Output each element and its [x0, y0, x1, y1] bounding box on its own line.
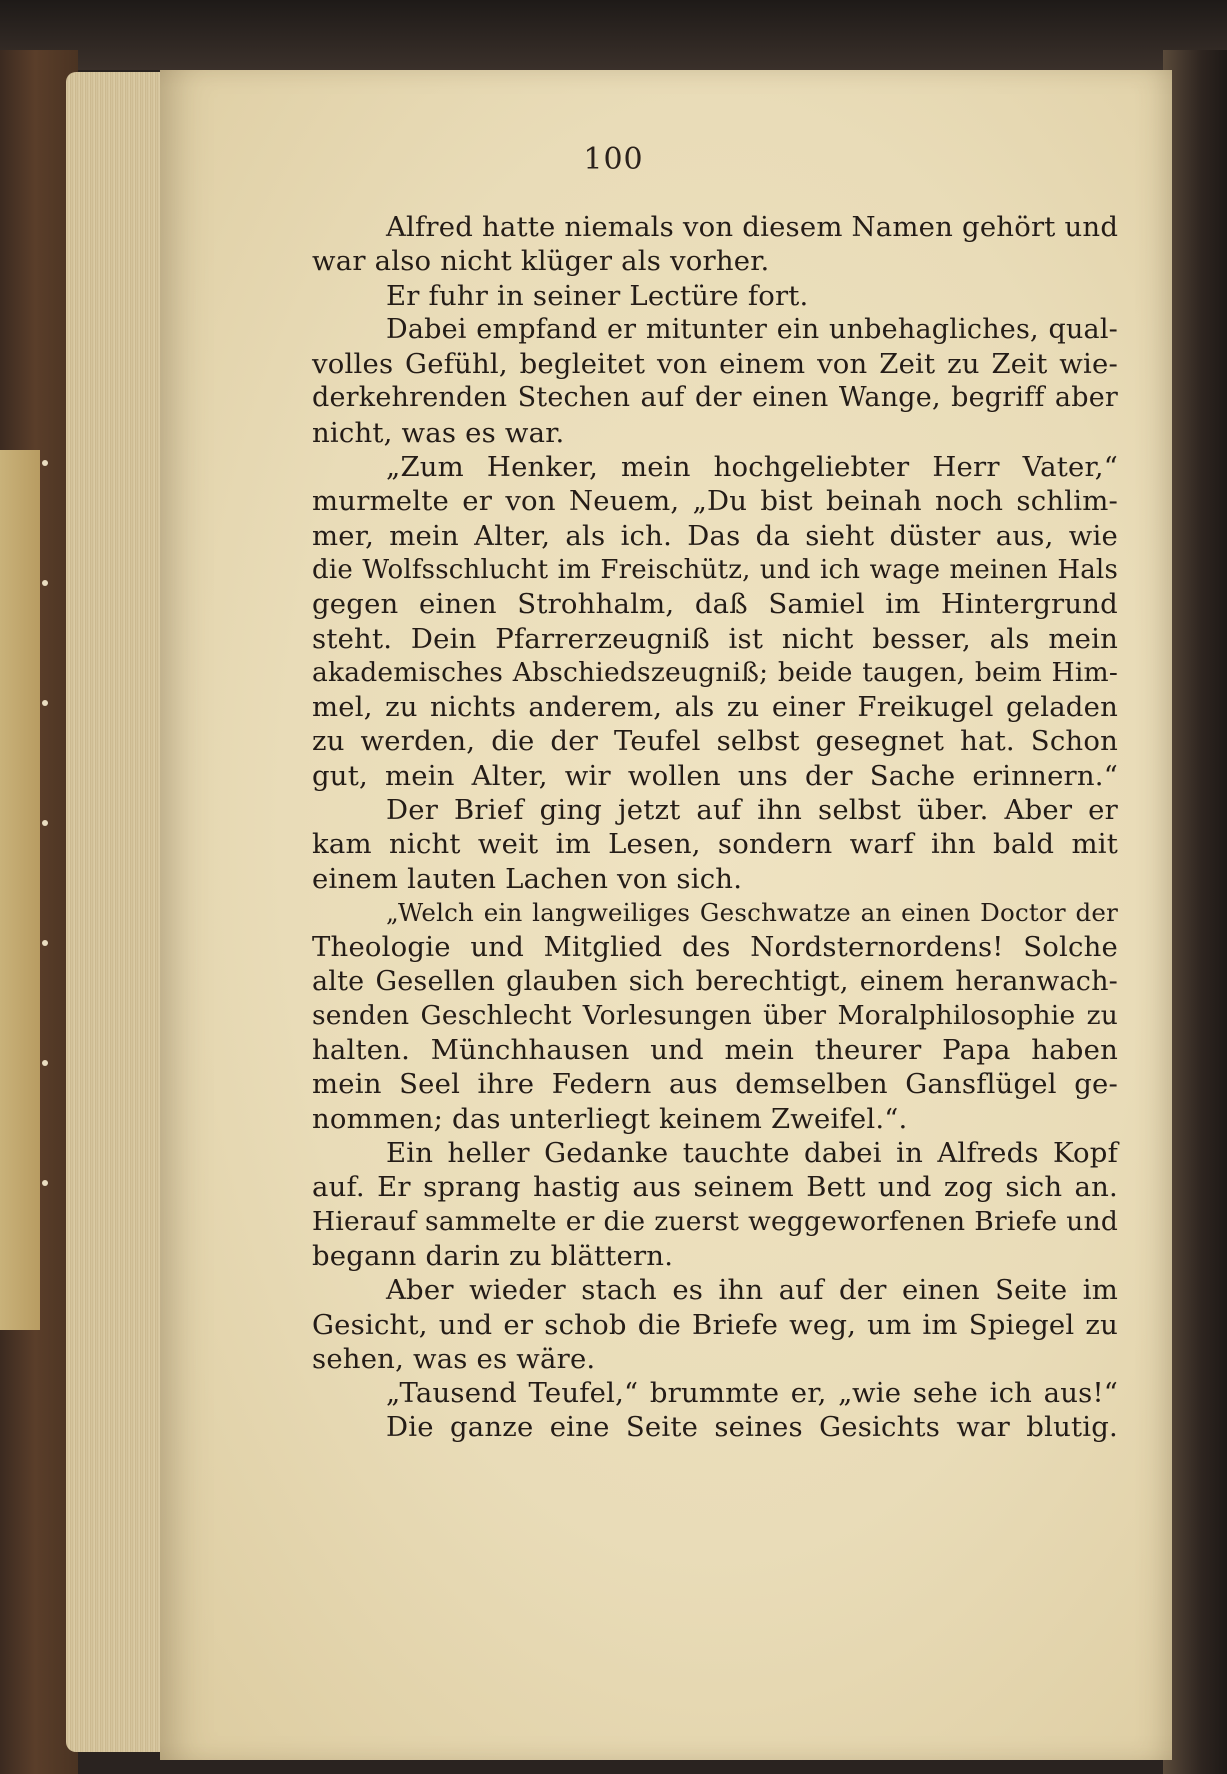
text-line: Er fuhr in seiner Lectüre fort. — [386, 279, 809, 312]
text-line: Alfred hatte niemals von diesem Namen gehört und — [386, 211, 1119, 243]
cover-label-strip — [0, 450, 40, 1330]
text-line: Ein heller Gedanke tauchte dabei in Alfreds Kopf — [386, 1137, 1118, 1170]
book-cover-right — [1163, 50, 1227, 1774]
text-line: gegen einen Strohhalm, daß Samiel im Hintergrund — [312, 588, 1118, 621]
text-line: nicht, was es war. — [312, 416, 565, 449]
body-text — [312, 210, 1118, 1445]
background-top — [0, 0, 1227, 70]
text-line: murmelte er von Neuem, „Du bist beinah noch schlim- — [312, 485, 1118, 518]
text-line: mer, mein Alter, als ich. Das da sieht düster aus, wie — [312, 519, 1118, 552]
text-line: auf. Er sprang hastig aus seinem Bett und zog sich an. — [312, 1171, 1118, 1204]
text-line: mein Seel ihre Federn aus demselben Gansflügel ge- — [312, 1068, 1118, 1101]
page-number: 100 — [583, 142, 644, 177]
text-line: kam nicht weit im Lesen, sondern warf ihn bald mit — [312, 828, 1118, 861]
text-line: Aber wieder stach es ihn auf der einen Seite im — [386, 1274, 1118, 1307]
text-line: die Wolfsschlucht im Freischütz, und ich wage meinen Hals — [312, 554, 1118, 585]
spine-stitching — [40, 460, 50, 1260]
text-line: alte Gesellen glauben sich berechtigt, einem heranwach- — [312, 965, 1118, 997]
text-line: Theologie und Mitglied des Nordsternordens! Solche — [312, 931, 1118, 964]
text-line: „Zum Henker, mein hochgeliebter Herr Vater,“ — [386, 451, 1118, 484]
text-line: Der Brief ging jetzt auf ihn selbst über. Aber er — [386, 794, 1118, 827]
text-line: akademisches Abschiedszeugniß; beide taugen, beim Him- — [312, 656, 1118, 688]
text-line: „Tausend Teufel,“ brummte er, „wie sehe ich aus!“ — [386, 1377, 1118, 1410]
text-line: steht. Dein Pfarrerzeugniß ist nicht besser, als mein — [312, 622, 1118, 655]
text-line: war also nicht klüger als vorher. — [312, 245, 770, 278]
text-line: Die ganze eine Seite seines Gesichts war blutig. — [386, 1411, 1118, 1444]
text-line: senden Geschlecht Vorlesungen über Moralphilosophie zu — [312, 999, 1118, 1031]
text-line: gut, mein Alter, wir wollen uns der Sache erinnern.“ — [312, 759, 1118, 792]
text-line: Dabei empfand er mitunter ein unbehagliches, qual- — [386, 313, 1118, 345]
text-line: zu werden, die der Teufel selbst gesegnet hat. Schon — [312, 725, 1118, 758]
text-line: nommen; das unterliegt keinem Zweifel.“. — [312, 1102, 908, 1135]
text-line: sehen, was es wäre. — [312, 1342, 596, 1375]
text-line: derkehrenden Stechen auf der einen Wange, begriff aber — [312, 382, 1118, 414]
text-line: Gesicht, und er schob die Briefe weg, um im Spiegel zu — [312, 1308, 1118, 1341]
text-line: Hierauf sammelte er die zuerst weggeworfenen Briefe und — [312, 1205, 1118, 1237]
text-line: halten. Münchhausen und mein theurer Papa haben — [312, 1034, 1118, 1067]
text-line: volles Gefühl, begleitet von einem von Zeit zu Zeit wie- — [312, 348, 1118, 381]
text-line: begann darin zu blättern. — [312, 1239, 674, 1272]
text-line: „Welch ein langweiliges Geschwatze an einen Doctor der — [386, 897, 1118, 927]
text-line: einem lauten Lachen von sich. — [312, 862, 743, 895]
text-line: mel, zu nichts anderem, als zu einer Freikugel geladen — [312, 691, 1118, 724]
